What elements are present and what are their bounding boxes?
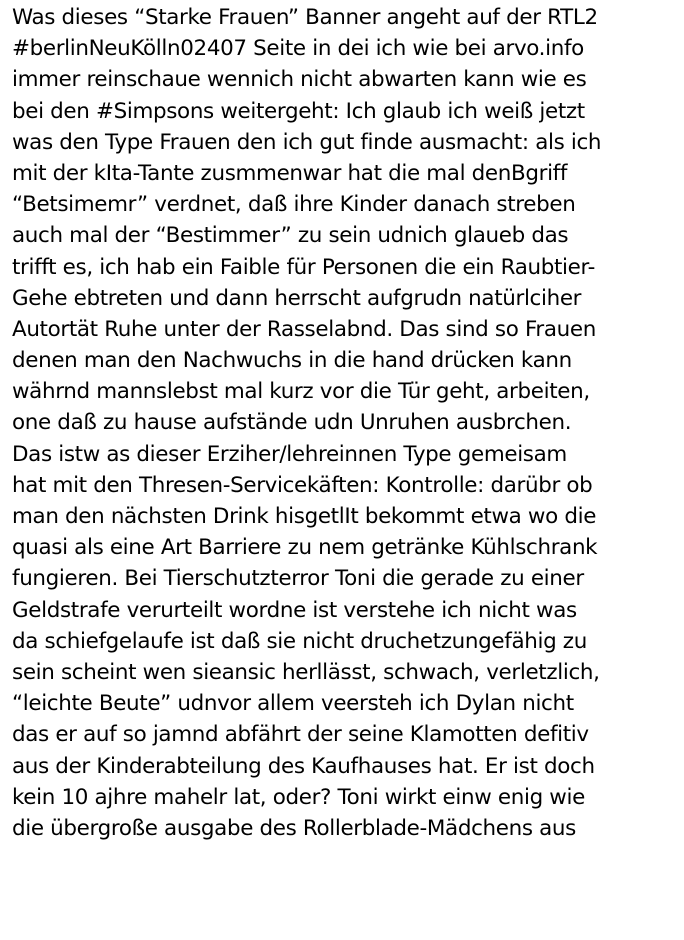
text-line: mit der kIta-Tante zusmmenwar hat die mal denBgriff	[12, 160, 568, 186]
text-line: Gehe ebtreten und dann herrscht aufgrudn natürlciher	[12, 285, 582, 311]
text-line: “leichte Beute” udnvor allem veersteh ich Dylan nicht	[12, 691, 574, 717]
text-line: man den nächsten Drink hisgetlIt bekommt etwa wo die	[12, 504, 597, 529]
text-line: Geldstrafe verurteilt wordne ist verstehe ich nicht was	[12, 597, 577, 623]
text-line: quasi als eine Art Barriere zu nem getränke Kühlschrank	[12, 535, 598, 561]
text-line: was den Type Frauen den ich gut finde ausmacht: als ich	[12, 129, 602, 155]
text-line: Was dieses “Starke Frauen” Banner angeht auf der RTL2	[12, 5, 598, 30]
text-line: hat mit den Thresen-Servicekäften: Kontrolle: darübr ob	[12, 472, 593, 498]
text-line: #berlinNeuKölln02407 Seite in dei ich wie bei arvo.info	[12, 36, 584, 62]
text-line: Das istw as dieser Erziher/lehreinnen Type gemeisam	[12, 441, 567, 467]
text-line: “Betsimemr” verdnet, daß ihre Kinder danach streben	[12, 192, 576, 218]
text-line: das er auf so jamnd abfährt der seine Klamotten defitiv	[12, 722, 589, 748]
text-line: Autortät Ruhe unter der Rasselabnd. Das sind so Frauen	[12, 316, 596, 342]
text-line: one daß zu hause aufstände udn Unruhen ausbrchen.	[12, 410, 572, 436]
text-line: auch mal der “Bestimmer” zu sein udnich glaueb das	[12, 223, 569, 249]
text-line: die übergroße ausgabe des Rollerblade-Mädchens aus	[12, 815, 576, 841]
body-text	[12, 2, 682, 844]
text-line: bei den #Simpsons weitergeht: Ich glaub ich weiß jetzt	[12, 98, 585, 124]
text-line: aus der Kinderabteilung des Kaufhauses hat. Er ist doch	[12, 753, 595, 779]
text-line: kein 10 ajhre mahelr lat, oder? Toni wirkt einw enig wie	[12, 784, 585, 810]
text-line: sein scheint wen sieansic herllässt, schwach, verletzlich,	[12, 659, 600, 685]
text-line: denen man den Nachwuchs in die hand drücken kann	[12, 348, 572, 374]
text-line: fungieren. Bei Tierschutzterror Toni die gerade zu einer	[12, 566, 584, 592]
text-line: trifft es, ich hab ein Faible für Personen die ein Raubtier-	[12, 254, 595, 280]
text-line: währnd mannslebst mal kurz vor die Tür geht, arbeiten,	[12, 379, 590, 405]
text-line: da schiefgelaufe ist daß sie nicht druchetzungefähig zu	[12, 628, 587, 654]
text-line: immer reinschaue wennich nicht abwarten kann wie es	[12, 67, 587, 93]
